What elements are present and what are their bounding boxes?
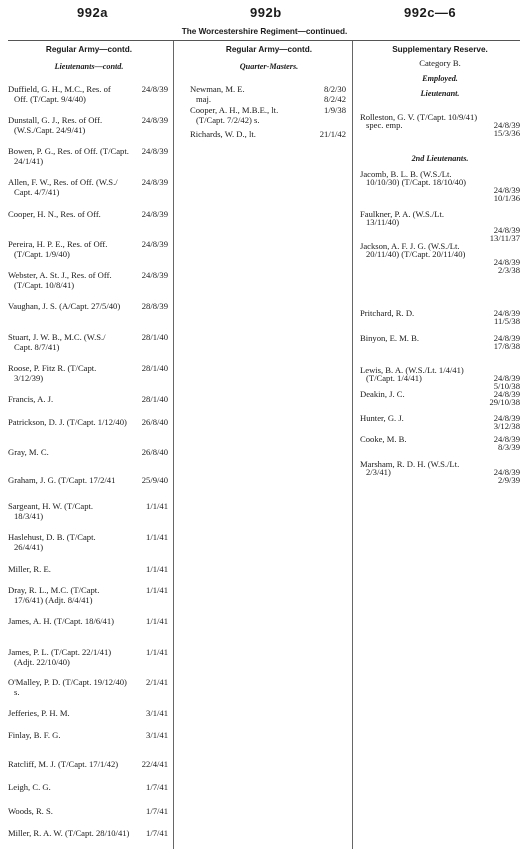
column-b [190,43,348,243]
seniority-date: 24/8/39 [493,467,520,477]
officer-name: James, P. L. (T/Capt. 22/1/41) [8,647,112,657]
seniority-date: 24/8/39 [141,115,168,125]
seniority-date: 24/8/39 [141,239,168,249]
officer-detail: (Adjt. 22/10/40) [14,657,70,667]
seniority-date: 3/1/41 [146,708,168,718]
seniority-date: 25/9/40 [141,475,168,485]
officer-name: Cooper, H. N., Res. of Off. [8,209,101,219]
seniority-date: 24/8/39 [493,373,520,383]
officer-name: Francis, A. J. [8,394,54,404]
seniority-date: 17/8/38 [493,341,520,351]
lieutenant-label: Lieutenant. [420,89,460,98]
officer-detail: spec. emp. [366,120,403,130]
officer-name: Marsham, R. D. H. (W.S./Lt. [360,459,460,469]
officer-detail: (T/Capt. 10/8/41) [14,280,75,290]
seniority-date: 1/1/41 [146,564,168,574]
column-divider-right [352,41,353,849]
officer-name: Gray, M. C. [8,447,49,457]
officer-name: Binyon, E. M. B. [360,333,419,343]
column-b-header: Regular Army—contd. [225,45,313,54]
seniority-date: 1/1/41 [146,585,168,595]
officer-detail: 13/11/40) [366,217,400,227]
officer-detail: 18/3/41) [14,511,44,521]
officer-detail: maj. [196,94,212,104]
officer-name: Lewis, B. A. (W.S./Lt. 1/4/41) [360,365,464,375]
officer-name: Finlay, B. F. G. [8,730,61,740]
officer-name: Miller, R. A. W. (T/Capt. 28/10/41) [8,828,130,838]
seniority-date: 1/1/41 [146,532,168,542]
officer-name: Cooper, A. H., M.B.E., lt. [190,105,279,115]
seniority-date: 24/8/39 [493,225,520,235]
officer-name: Webster, A. St. J., Res. of Off. [8,270,112,280]
seniority-date: 8/2/30 [324,84,346,94]
officer-name: Richards, W. D., lt. [190,129,256,139]
officer-detail: 26/4/41) [14,542,44,552]
seniority-date: 15/3/36 [493,128,520,138]
seniority-date: 5/10/38 [493,381,520,391]
officer-detail: s. [14,687,20,697]
officer-name: Deakin, J. C. [360,389,405,399]
seniority-date: 1/1/41 [146,501,168,511]
seniority-date: 1/7/41 [146,782,168,792]
seniority-date: 8/2/42 [324,94,346,104]
seniority-date: 3/1/41 [146,730,168,740]
officer-name: Hunter, G. J. [360,413,404,423]
page-number-c: 992c—6 [404,5,457,20]
column-b-subheader: Quarter-Masters. [239,62,299,71]
officer-name: O'Malley, P. D. (T/Capt. 19/12/40) [8,677,127,687]
column-c [360,43,520,563]
regiment-title: The Worcestershire Regiment—continued. [181,27,348,36]
seniority-date: 1/1/41 [146,616,168,626]
seniority-date: 10/1/36 [493,193,520,203]
officer-name: Bowen, P. G., Res. of Off. (T/Capt. [8,146,129,156]
seniority-date: 24/8/39 [493,308,520,318]
officer-name: Sargeant, H. W. (T/Capt. [8,501,94,511]
officer-name: Jefferies, P. H. M. [8,708,70,718]
officer-name: Woods, R. S. [8,806,53,816]
officer-name: Ratcliff, M. J. (T/Capt. 17/1/42) [8,759,119,769]
page-number-a: 992a [77,5,108,20]
seniority-date: 29/10/38 [489,397,520,407]
seniority-date: 24/8/39 [141,146,168,156]
officer-detail: 10/10/30) (T/Capt. 18/10/40) [366,177,467,187]
seniority-date: 22/4/41 [141,759,168,769]
officer-name: Roose, P. Fitz R. (T/Capt. [8,363,97,373]
seniority-date: 24/8/39 [493,413,520,423]
officer-detail: 20/11/40) (T/Capt. 20/11/40) [366,249,466,259]
officer-detail: Capt. 4/7/41) [14,187,60,197]
employed-label: Employed. [422,74,458,83]
seniority-date: 3/12/38 [493,421,520,431]
officer-name: Patrickson, D. J. (T/Capt. 1/12/40) [8,417,127,427]
seniority-date: 26/8/40 [141,417,168,427]
column-a-header: Regular Army—contd. [45,45,133,54]
top-rule [8,40,520,41]
officer-name: Dray, R. L., M.C. (T/Capt. [8,585,100,595]
officer-name: Rolleston, G. V. (T/Capt. 10/9/41) [360,112,478,122]
seniority-date: 2/9/39 [498,475,520,485]
officer-name: Cooke, M. B. [360,434,407,444]
seniority-date: 28/1/40 [141,332,168,342]
officer-name: Miller, R. E. [8,564,51,574]
officer-name: Leigh, C. G. [8,782,51,792]
seniority-date: 24/8/39 [493,333,520,343]
officer-name: Faulkner, P. A. (W.S./Lt. [360,209,445,219]
officer-detail: (T/Capt. 1/4/41) [366,373,422,383]
officer-name: Graham, J. G. (T/Capt. 17/2/41 [8,475,116,485]
officer-name: Haslehust, D. B. (T/Capt. [8,532,96,542]
officer-name: Allen, F. W., Res. of Off. (W.S./ [8,177,118,187]
officer-name: Vaughan, J. S. (A/Capt. 27/5/40) [8,301,121,311]
seniority-date: 28/8/39 [141,301,168,311]
page-number-b: 992b [250,5,282,20]
officer-name: James, A. H. (T/Capt. 18/6/41) [8,616,114,626]
seniority-date: 26/8/40 [141,447,168,457]
column-a-subheader: Lieutenants—contd. [54,62,124,71]
seniority-date: 11/5/38 [494,316,520,326]
seniority-date: 1/7/41 [146,806,168,816]
seniority-date: 24/8/39 [141,270,168,280]
seniority-date: 1/7/41 [146,828,168,838]
seniority-date: 24/8/39 [493,389,520,399]
seniority-date: 28/1/40 [141,394,168,404]
officer-name: Pritchard, R. D. [360,308,415,318]
seniority-date: 24/8/39 [141,84,168,94]
officer-name: Pereira, H. P. E., Res. of Off. [8,239,108,249]
officer-detail: 2/3/41) [366,467,391,477]
seniority-date: 24/8/39 [493,434,520,444]
seniority-date: 1/9/38 [324,105,346,115]
officer-detail: 24/1/41) [14,156,44,166]
officer-detail: (W.S./Capt. 24/9/41) [14,125,86,135]
officer-name: Stuart, J. W. B., M.C. (W.S./ [8,332,106,342]
seniority-date: 13/11/37 [489,233,520,243]
officer-name: Jacomb, B. L. B. (W.S./Lt. [360,169,452,179]
seniority-date: 24/8/39 [493,120,520,130]
seniority-date: 8/3/39 [498,442,520,452]
column-c-header: Supplementary Reserve. [392,45,488,54]
officer-detail: Capt. 8/7/41) [14,342,60,352]
column-divider-left [173,41,174,849]
column-a [8,43,170,855]
seniority-date: 24/8/39 [141,209,168,219]
category-label: Category B. [419,58,461,68]
seniority-date: 21/1/42 [319,129,346,139]
seniority-date: 28/1/40 [141,363,168,373]
seniority-date: 24/8/39 [141,177,168,187]
seniority-date: 1/1/41 [146,647,168,657]
officer-detail: 17/6/41) (Adjt. 8/4/41) [14,595,93,605]
seniority-date: 2/1/41 [146,677,168,687]
officer-name: Duffield, G. H., M.C., Res. of [8,84,111,94]
seniority-date: 24/8/39 [493,185,520,195]
officer-detail: (T/Capt. 7/2/42) s. [196,115,260,125]
seniority-date: 2/3/38 [498,265,520,275]
second-lieutenants-label: 2nd Lieutenants. [411,154,469,163]
officer-detail: (T/Capt. 1/9/40) [14,249,70,259]
officer-detail: 3/12/39) [14,373,44,383]
officer-name: Newman, M. E. [190,84,245,94]
officer-name: Jackson, A. F. J. G. (W.S./Lt. [360,241,460,251]
officer-detail: Off. (T/Capt. 9/4/40) [14,94,86,104]
officer-name: Dunstall, G. J., Res. of Off. [8,115,103,125]
seniority-date: 24/8/39 [493,257,520,267]
